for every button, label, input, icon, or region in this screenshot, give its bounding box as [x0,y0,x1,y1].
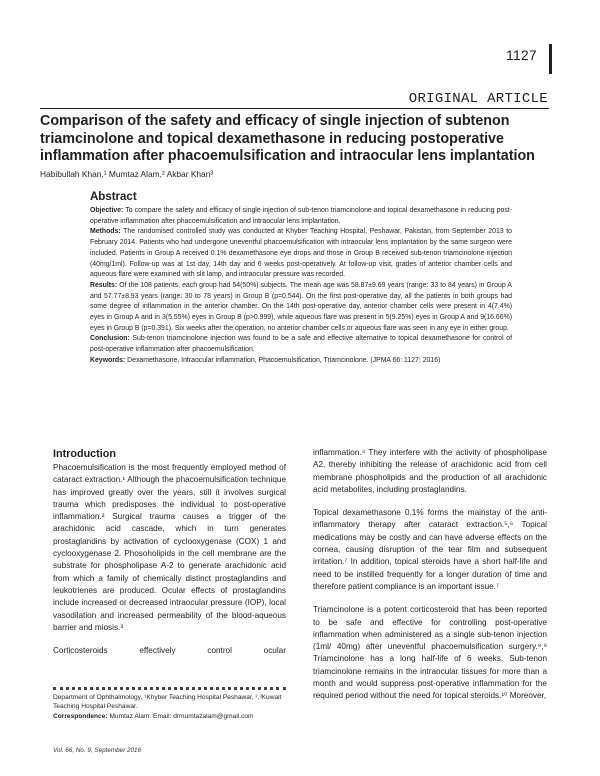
keywords-label: Keywords: [90,356,126,364]
right-column [313,447,547,703]
right-paragraph-3: Triamcinolone is a potent corticosteroid that has been reported to be safe and effective for controlling post-operative inflammation when administered as a single sub-tenon injection (1ml/ 40mg) after uneventful phacoemulsification surgery.⁸,⁹ Triamcinolone has a long half-life of 6 weeks. Sub-tenon triamcinolone remains in the intraocular tissues for more than a month and would suppress post-operative inflammation for the required period without the need for topical steroids.¹⁰ Moreover, [313,605,547,701]
conclusion-text: Sub-tenon triamcinolone injection was found to be a safe and effective alternative to topical dexamethasone for control of post-operative inflammation after phacoemulsification. [90,335,512,354]
word: effectively [139,646,176,656]
abstract-keywords [90,356,512,367]
header-vertical-bar [549,44,552,74]
correspondence [53,712,286,721]
intro-paragraph-1: Phacoemulsification is the most frequently employed method of cataract extraction.¹ Although the phacoemulsification technique has improved greatly over the years, still it involves surgical trauma which predisposes the individual to post-operative inflammation.² Surgical trauma causes a trigger of the arachidonic acid cascade, which in turn generates prostaglandins by activation of cyclooxygenase (COX) 1 and cyclooxygenase 2. Phosoholipids in the cell membrane are the substrate for phospholipase A-2 to generate arachidonic acid from which a family of chemically distinct prostaglandins and leukotrienes are produced. Ocular effects of prostaglandins include increased or decreased intraocular pressure (IOP), local vasodilation and increased permeability of the blood-aqueous barrier and miosis.³ [53,463,286,632]
intro-paragraph-2-start [53,645,286,657]
left-column [53,447,286,657]
correspondence-label: Correspondence: [53,712,108,720]
author-list: Habibullah Khan,¹ Mumtaz Alam,² Akbar Khan³ [40,169,214,179]
abstract-body [90,206,512,367]
methods-label: Methods: [90,228,121,236]
word: Corticosteroids [53,646,108,656]
right-paragraph-2: Topical dexamethasone 0.1% forms the mainstay of the anti-inflammatory therapy after cataract extraction.⁵,⁶ Topical medications may be costly and can have adverse effects on the cornea, causing disruption of the tear film and subsequent irritation.⁷ In addition, topical steroids have a short half-life and need to be instilled frequently for a longer duration of time and therefore patient compliance is an important issue.⁷ [313,508,547,591]
page-number: 1127 [506,47,537,63]
footnote-separator [53,687,286,690]
introduction-heading: Introduction [53,448,116,460]
article-type-label: ORIGINAL ARTICLE [408,91,548,107]
objective-label: Objective: [90,207,124,214]
results-label: Results: [90,281,118,289]
abstract-conclusion [90,334,512,355]
abstract-methods [90,227,512,281]
journal-info: Vol. 66, No. 9, September 2016 [53,747,141,754]
header-rule [40,108,549,109]
methods-text: The randomised controlled study was conducted at Khyber Teaching Hospital, Peshawar, Pakistan, from September 2013 to February 2014. Patients who had undergone uneventful phacoemulsification with intraocular lens implantation by the same surgeon were included. Patients in Group A received 0.1% dexamethasone eye drops and those in Group B received sub-tenon triamcinolone injection (40mg/1ml). Follow-up was at 1st day, 14th day and 6 weeks post-operatively. At follow-up visit, grades of anterior chamber cells and aqueous flare were examined with slit lamp, and intraocular pressure was recorded. [90,228,513,279]
abstract-heading: Abstract [90,191,137,203]
word: ocular [263,646,286,656]
abstract-objective [90,206,512,227]
conclusion-label: Conclusion: [90,335,130,343]
word: control [207,646,232,656]
right-paragraph-1: inflammation.⁴ They interfere with the activity of phospholipase A2, thereby inhibiting the release of arachidonic acid from cell membrane phospholipids and the production of all arachidonic acid metabolites, including prostaglandins. [313,448,547,494]
objective-text: To compare the safety and efficacy of single injection of sub-tenon triamcinolone and topical dexamethasone in reducing post-operative inflammation after phacoemulsification and intraocular lens implantation. [90,207,512,225]
keywords-text: Dexamethasone, Intraocular inflammation, Phacoemulsification, Triamcinolone. (JPMA 66: 1127; 2016) [127,356,441,364]
footnote [53,693,286,721]
article-title: Comparison of the safety and efficacy of single injection of subtenon triamcinolone and topical dexamethasone in reducing postoperative inflammation after phacoemulsification and intraocular lens implantation [40,113,535,165]
abstract-results [90,281,512,335]
correspondence-text: Mumtaz Alam. Email: drmumtazalam@gmail.com [109,712,254,720]
results-text: Of the 108 patients, each group had 54(50%) subjects. The mean age was 58.87±9.69 years (range: 33 to 84 years) in Group A and 57.77±8.93 years (range: 30 to 78 years) in Group B (p=0.544). On the first post-operative day, all the patients in both groups had some degree of inflammation in the anterior chamber. On the 14th post-operative day, anterior chamber cells were present in 4(7.4%) eyes in Group A and in 3(5.55%) eyes in Group B (p>0.999), while aqueous flare was present in 5(9.25%) eyes in Group A and 9(16.66%) eyes in Group B (p=0.391). Six weeks after the operation, no anterior chamber cells or aqueous flare was seen in any eye in either group. [90,281,512,332]
affiliation: Department of Ophthalmology, ¹Khyber Teaching Hospital Peshawar, ²,³Kuwait Teaching Hospital Peshawar. [53,694,282,711]
